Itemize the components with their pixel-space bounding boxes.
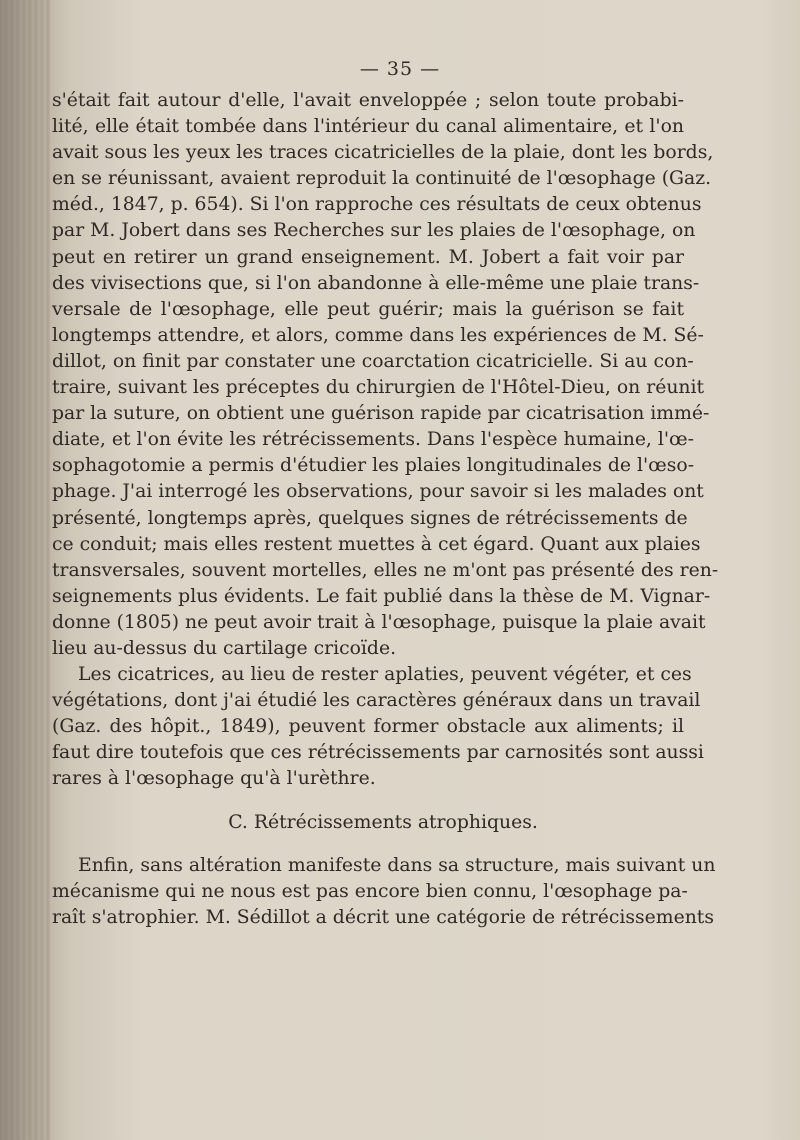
text-line: (Gaz. des hôpit., 1849), peuvent former obstacle aux aliments; il [52,716,684,738]
text-line: raît s'atrophier. M. Sédillot a décrit une catégorie de rétrécissements [52,906,714,928]
text-line: Enfin, sans altération manifeste dans sa structure, mais suivant un [78,854,716,876]
text-line: mécanisme qui ne nous est pas encore bien connu, l'œsophage pa- [52,880,688,902]
text-line: en se réunissant, avaient reproduit la continuité de l'œsophage (Gaz. [52,168,712,190]
text-line: végétations, dont j'ai étudié les caractères généraux dans un travail [52,690,701,712]
text-line: s'était fait autour d'elle, l'avait enveloppée ; selon toute probabi- [52,90,684,111]
text-line: ce conduit; mais elles restent muettes à cet égard. Quant aux plaies [52,533,701,555]
text-line: sophagotomie a permis d'étudier les plaies longitudinales de l'œso- [52,455,695,477]
text-line: peut en retirer un grand enseignement. M. Jobert a fait voir par [52,246,684,268]
text-line: phage. J'ai interrogé les observations, pour savoir si les malades ont [52,481,704,503]
text-line: par M. Jobert dans ses Recherches sur les plaies de l'œsophage, on [52,220,696,242]
text-line: traire, suivant les préceptes du chirurgien de l'Hôtel-Dieu, on réunit [52,377,705,399]
text-line: présenté, longtemps après, quelques signes de rétrécissements de [52,507,688,529]
text-line: donne (1805) ne peut avoir trait à l'œsophage, puisque la plaie avait [52,611,706,633]
text-line: Les cicatrices, au lieu de rester aplaties, peuvent végéter, et ces [78,664,692,686]
text-line: des vivisections que, si l'on abandonne à elle-même une plaie trans- [52,272,700,294]
text-line: avait sous les yeux les traces cicatricielles de la plaie, dont les bords, [52,142,714,164]
text-line: transversales, souvent mortelles, elles ne m'ont pas présenté des ren- [52,559,719,581]
section-heading: C. Rétrécissements atrophiques. [228,811,538,833]
text-line: lieu au-dessus du cartilage cricoïde. [52,637,397,659]
text-line: diate, et l'on évite les rétrécissements. Dans l'espèce humaine, l'œ- [52,429,694,451]
body-text [52,88,719,931]
text-line: versale de l'œsophage, elle peut guérir; mais la guérison se fait [52,298,684,320]
text-line: faut dire toutefois que ces rétrécissements par carnosités sont aussi [52,742,704,764]
page-number: — 35 — [359,58,441,80]
text-line: par la suture, on obtient une guérison rapide par cicatrisation immé- [52,403,710,425]
page-gutter [0,0,50,1140]
text-line: lité, elle était tombée dans l'intérieur du canal alimentaire, et l'on [52,116,684,138]
text-line: longtemps attendre, et alors, comme dans les expériences de M. Sé- [52,324,704,346]
text-line: méd., 1847, p. 654). Si l'on rapproche ces résultats de ceux obtenus [52,194,702,216]
text-line: seignements plus évidents. Le fait publié dans la thèse de M. Vignar- [52,585,711,607]
text-line: dillot, on finit par constater une coarctation cicatricielle. Si au con- [52,350,694,372]
text-line: rares à l'œsophage qu'à l'urèthre. [52,768,376,790]
